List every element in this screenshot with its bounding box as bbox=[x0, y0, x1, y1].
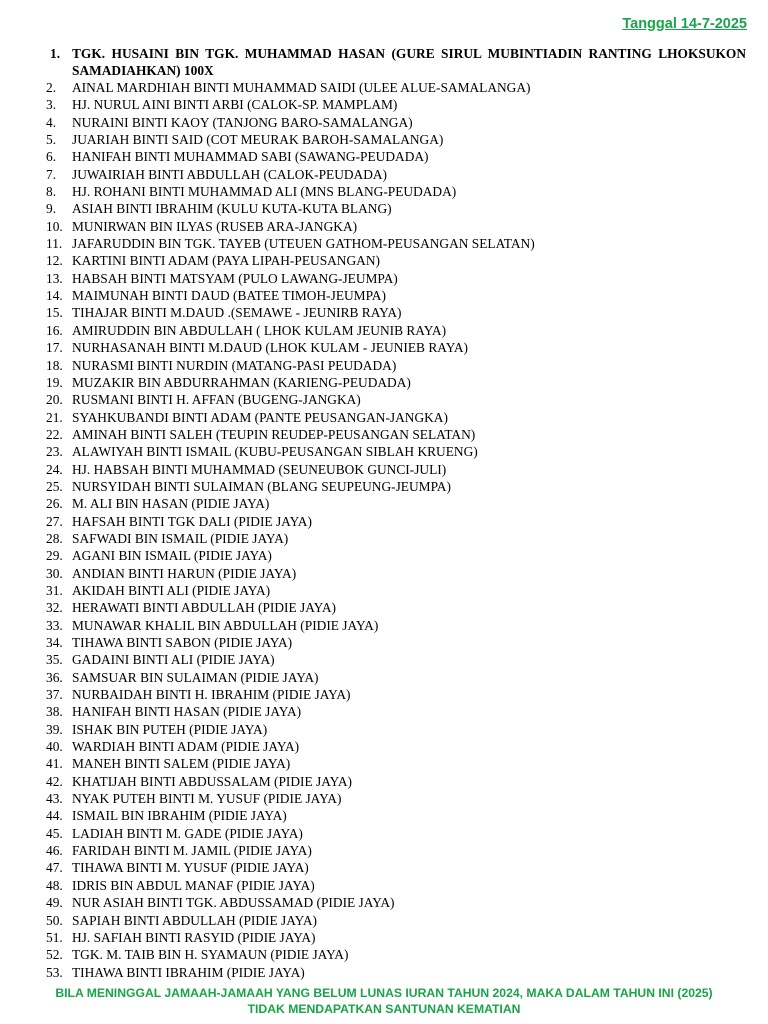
date-heading: Tanggal 14-7-2025 bbox=[622, 16, 747, 32]
list-item-text: NURSYIDAH BINTI SULAIMAN (BLANG SEUPEUNG-JEUMPA) bbox=[72, 478, 451, 494]
list-item bbox=[46, 339, 746, 356]
list-item-number: 5. bbox=[46, 132, 57, 148]
list-item-text: MUZAKIR BIN ABDURRAHMAN (KARIENG-PEUDADA) bbox=[72, 374, 411, 390]
list-item-text: ANDIAN BINTI HARUN (PIDIE JAYA) bbox=[72, 565, 297, 581]
list-item bbox=[46, 96, 746, 113]
list-item-text: JAFARUDDIN BIN TGK. TAYEB (UTEUEN GATHOM-PEUSANGAN SELATAN) bbox=[72, 236, 535, 252]
list-item-number: 17. bbox=[46, 340, 63, 356]
list-item-text: FARIDAH BINTI M. JAMIL (PIDIE JAYA) bbox=[72, 843, 312, 859]
list-item bbox=[46, 738, 746, 755]
list-item bbox=[46, 703, 746, 720]
list-item bbox=[46, 894, 746, 911]
list-item-number: 22. bbox=[46, 426, 63, 442]
list-item-number: 20. bbox=[46, 392, 63, 408]
list-item bbox=[46, 374, 746, 391]
list-item bbox=[46, 461, 746, 478]
list-item-number: 31. bbox=[46, 582, 63, 598]
list-item bbox=[46, 426, 746, 443]
list-item-text: TIHAJAR BINTI M.DAUD .(SEMAWE - JEUNIRB RAYA) bbox=[72, 305, 402, 321]
list-item-text: KHATIJAH BINTI ABDUSSALAM (PIDIE JAYA) bbox=[72, 773, 352, 789]
list-item-text: JUARIAH BINTI SAID (COT MEURAK BAROH-SAMALANGA) bbox=[72, 132, 444, 148]
list-item-text: ISHAK BIN PUTEH (PIDIE JAYA) bbox=[72, 721, 268, 737]
list-item bbox=[46, 443, 746, 460]
list-item-number: 25. bbox=[46, 478, 63, 494]
list-item bbox=[46, 617, 746, 634]
list-item-text: SAMSUAR BIN SULAIMAN (PIDIE JAYA) bbox=[72, 669, 319, 685]
list-item-number: 37. bbox=[46, 687, 63, 703]
list-item-text: HERAWATI BINTI ABDULLAH (PIDIE JAYA) bbox=[72, 600, 336, 616]
list-item-number: 11. bbox=[46, 236, 63, 252]
list-item-number: 13. bbox=[46, 270, 63, 286]
list-item-number: 1. bbox=[50, 46, 61, 61]
list-item bbox=[46, 513, 746, 530]
list-item-text: MANEH BINTI SALEM (PIDIE JAYA) bbox=[72, 756, 291, 772]
list-item bbox=[46, 287, 746, 304]
list-item bbox=[46, 721, 746, 738]
list-item-text: RUSMANI BINTI H. AFFAN (BUGENG-JANGKA) bbox=[72, 392, 361, 408]
list-item-text: AKIDAH BINTI ALI (PIDIE JAYA) bbox=[72, 582, 271, 598]
footer-notice-line-1: BILA MENINGGAL JAMAAH-JAMAAH YANG BELUM LUNAS IURAN TAHUN 2024, MAKA DALAM TAHUN INI (2025) bbox=[55, 986, 713, 1000]
list-item bbox=[46, 530, 746, 547]
list-item-number: 24. bbox=[46, 461, 63, 477]
list-item-text: NURHASANAH BINTI M.DAUD (LHOK KULAM - JEUNIEB RAYA) bbox=[72, 340, 469, 356]
list-item-text: HANIFAH BINTI HASAN (PIDIE JAYA) bbox=[72, 704, 302, 720]
list-item-text: TGK. HUSAINI BIN TGK. MUHAMMAD HASAN (GURE SIRUL MUBINTIADIN RANTING LHOKSUKON SAMADIAHKAN) 100X bbox=[72, 46, 746, 78]
list-item-text: NUR ASIAH BINTI TGK. ABDUSSAMAD (PIDIE JAYA) bbox=[72, 895, 395, 911]
list-item-text: AGANI BIN ISMAIL (PIDIE JAYA) bbox=[72, 548, 272, 564]
list-item bbox=[46, 478, 746, 495]
list-item bbox=[46, 183, 746, 200]
list-item bbox=[46, 686, 746, 703]
list-item bbox=[46, 304, 746, 321]
list-item-number: 7. bbox=[46, 166, 57, 182]
list-item-number: 48. bbox=[46, 877, 63, 893]
list-item-text: IDRIS BIN ABDUL MANAF (PIDIE JAYA) bbox=[72, 877, 315, 893]
footer-notice-line-2: TIDAK MENDAPATKAN SANTUNAN KEMATIAN bbox=[247, 1001, 521, 1016]
list-item-number: 41. bbox=[46, 756, 63, 772]
list-item-text: JUWAIRIAH BINTI ABDULLAH (CALOK-PEUDADA) bbox=[72, 166, 388, 182]
list-item-number: 8. bbox=[46, 184, 57, 200]
list-item-text: TIHAWA BINTI IBRAHIM (PIDIE JAYA) bbox=[72, 964, 305, 980]
list-item-number: 34. bbox=[46, 635, 63, 650]
list-item-number: 29. bbox=[46, 548, 63, 564]
list-item-number: 4. bbox=[46, 114, 57, 130]
list-item bbox=[46, 148, 746, 165]
list-item-number: 32. bbox=[46, 600, 63, 616]
list-item-text: GADAINI BINTI ALI (PIDIE JAYA) bbox=[72, 652, 275, 668]
list-item bbox=[46, 495, 746, 512]
list-item-text: HJ. ROHANI BINTI MUHAMMAD ALI (MNS BLANG-PEUDADA) bbox=[72, 184, 457, 200]
list-item-number: 14. bbox=[46, 288, 63, 304]
list-item-text: HANIFAH BINTI MUHAMMAD SABI (SAWANG-PEUDADA) bbox=[72, 149, 429, 165]
list-item-text: AMINAH BINTI SALEH (TEUPIN REUDEP-PEUSANGAN SELATAN) bbox=[72, 426, 476, 442]
list-item-text: NURASMI BINTI NURDIN (MATANG-PASI PEUDADA) bbox=[72, 357, 397, 373]
list-item-text: HJ. NURUL AINI BINTI ARBI (CALOK-SP. MAMPLAM) bbox=[72, 97, 398, 113]
list-item bbox=[46, 859, 746, 876]
list-item-number: 35. bbox=[46, 652, 63, 668]
list-item-text: MAIMUNAH BINTI DAUD (BATEE TIMOH-JEUMPA) bbox=[72, 288, 386, 304]
list-item-number: 36. bbox=[46, 669, 63, 685]
list-item bbox=[46, 357, 746, 374]
list-item bbox=[46, 235, 746, 252]
list-item-number: 52. bbox=[46, 947, 63, 963]
list-item bbox=[46, 773, 746, 790]
list-item-number: 21. bbox=[46, 409, 63, 425]
list-item-number: 42. bbox=[46, 773, 63, 789]
list-item bbox=[46, 912, 746, 929]
list-item-text: SYAHKUBANDI BINTI ADAM (PANTE PEUSANGAN-JANGKA) bbox=[72, 409, 448, 425]
list-item-number: 9. bbox=[46, 201, 57, 217]
list-item bbox=[46, 131, 746, 148]
list-item-number: 46. bbox=[46, 843, 63, 859]
list-item-number: 19. bbox=[46, 374, 63, 390]
list-item-number: 45. bbox=[46, 825, 63, 841]
list-item-number: 53. bbox=[46, 964, 63, 980]
list-item-number: 15. bbox=[46, 305, 63, 321]
list-item-text: M. ALI BIN HASAN (PIDIE JAYA) bbox=[72, 496, 270, 512]
list-item-text: SAPIAH BINTI ABDULLAH (PIDIE JAYA) bbox=[72, 912, 317, 928]
list-item-text: ASIAH BINTI IBRAHIM (KULU KUTA-KUTA BLANG) bbox=[72, 201, 392, 217]
list-item-text: SAFWADI BIN ISMAIL (PIDIE JAYA) bbox=[72, 530, 289, 546]
list-item bbox=[46, 842, 746, 859]
list-item bbox=[46, 964, 746, 981]
list-item bbox=[46, 651, 746, 668]
list-item-number: 27. bbox=[46, 513, 63, 529]
list-item-text: TIHAWA BINTI M. YUSUF (PIDIE JAYA) bbox=[72, 860, 309, 876]
list-item-text: MUNIRWAN BIN ILYAS (RUSEB ARA-JANGKA) bbox=[72, 218, 358, 234]
list-item bbox=[46, 270, 746, 287]
list-item bbox=[46, 200, 746, 217]
footer-notice bbox=[0, 986, 768, 1017]
list-item bbox=[46, 929, 746, 946]
list-item-number: 6. bbox=[46, 149, 57, 165]
list-item-number: 3. bbox=[46, 97, 57, 113]
list-item bbox=[46, 322, 746, 339]
list-item-number: 38. bbox=[46, 704, 63, 720]
list-item-text: AINAL MARDHIAH BINTI MUHAMMAD SAIDI (ULEE ALUE-SAMALANGA) bbox=[72, 80, 531, 95]
list-item bbox=[46, 218, 746, 235]
list-item bbox=[46, 252, 746, 269]
list-item-number: 40. bbox=[46, 739, 63, 755]
list-item bbox=[46, 79, 746, 96]
list-item-number: 51. bbox=[46, 929, 63, 945]
list-item-number: 2. bbox=[46, 80, 57, 95]
list-item-text: HJ. HABSAH BINTI MUHAMMAD (SEUNEUBOK GUNCI-JULI) bbox=[72, 461, 447, 477]
list-item bbox=[46, 877, 746, 894]
list-item-number: 10. bbox=[46, 218, 63, 234]
list-item bbox=[46, 166, 746, 183]
list-item bbox=[46, 755, 746, 772]
list-item-number: 16. bbox=[46, 322, 63, 338]
list-item bbox=[46, 790, 746, 807]
list-item-number: 30. bbox=[46, 565, 63, 581]
list-item bbox=[46, 409, 746, 426]
list-item bbox=[46, 547, 746, 564]
list-item bbox=[46, 599, 746, 616]
list-item-text: TGK. M. TAIB BIN H. SYAMAUN (PIDIE JAYA) bbox=[72, 947, 349, 963]
list-item bbox=[46, 114, 746, 131]
list-item-number: 47. bbox=[46, 860, 63, 876]
list-item-text: AMIRUDDIN BIN ABDULLAH ( LHOK KULAM JEUNIB RAYA) bbox=[72, 322, 447, 338]
list-item-text: MUNAWAR KHALIL BIN ABDULLAH (PIDIE JAYA) bbox=[72, 617, 379, 633]
list-item-number: 49. bbox=[46, 895, 63, 911]
list-item-text: HJ. SAFIAH BINTI RASYID (PIDIE JAYA) bbox=[72, 929, 316, 945]
list-item-text: WARDIAH BINTI ADAM (PIDIE JAYA) bbox=[72, 739, 300, 755]
list-item-number: 26. bbox=[46, 496, 63, 512]
list-item-number: 50. bbox=[46, 912, 63, 928]
list-item-text: HAFSAH BINTI TGK DALI (PIDIE JAYA) bbox=[72, 513, 312, 529]
list-item bbox=[46, 565, 746, 582]
list-item bbox=[46, 825, 746, 842]
list-item-text: NURAINI BINTI KAOY (TANJONG BARO-SAMALANGA) bbox=[72, 114, 413, 130]
list-item bbox=[46, 807, 746, 824]
list-item-text: HABSAH BINTI MATSYAM (PULO LAWANG-JEUMPA) bbox=[72, 270, 398, 286]
list-item-number: 33. bbox=[46, 617, 63, 633]
list-item bbox=[46, 669, 746, 686]
list-item-number: 23. bbox=[46, 444, 63, 460]
list-item bbox=[46, 582, 746, 599]
list-item-text: NURBAIDAH BINTI H. IBRAHIM (PIDIE JAYA) bbox=[72, 687, 351, 703]
list-item-number: 18. bbox=[46, 357, 63, 373]
list-item-text: TIHAWA BINTI SABON (PIDIE JAYA) bbox=[72, 635, 293, 650]
list-item-text: LADIAH BINTI M. GADE (PIDIE JAYA) bbox=[72, 825, 303, 841]
list-item-text: ISMAIL BIN IBRAHIM (PIDIE JAYA) bbox=[72, 808, 287, 824]
list-item-number: 44. bbox=[46, 808, 63, 824]
list-item-number: 39. bbox=[46, 721, 63, 737]
list-item-text: NYAK PUTEH BINTI M. YUSUF (PIDIE JAYA) bbox=[72, 791, 342, 807]
list-item bbox=[46, 946, 746, 963]
list-item bbox=[46, 45, 746, 79]
name-list bbox=[46, 45, 746, 981]
list-item-text: KARTINI BINTI ADAM (PAYA LIPAH-PEUSANGAN) bbox=[72, 253, 380, 269]
list-item bbox=[46, 634, 746, 651]
list-item-text: ALAWIYAH BINTI ISMAIL (KUBU-PEUSANGAN SIBLAH KRUENG) bbox=[72, 444, 478, 460]
list-item-number: 12. bbox=[46, 253, 63, 269]
list-item bbox=[46, 391, 746, 408]
list-item-number: 43. bbox=[46, 791, 63, 807]
list-item-number: 28. bbox=[46, 530, 63, 546]
